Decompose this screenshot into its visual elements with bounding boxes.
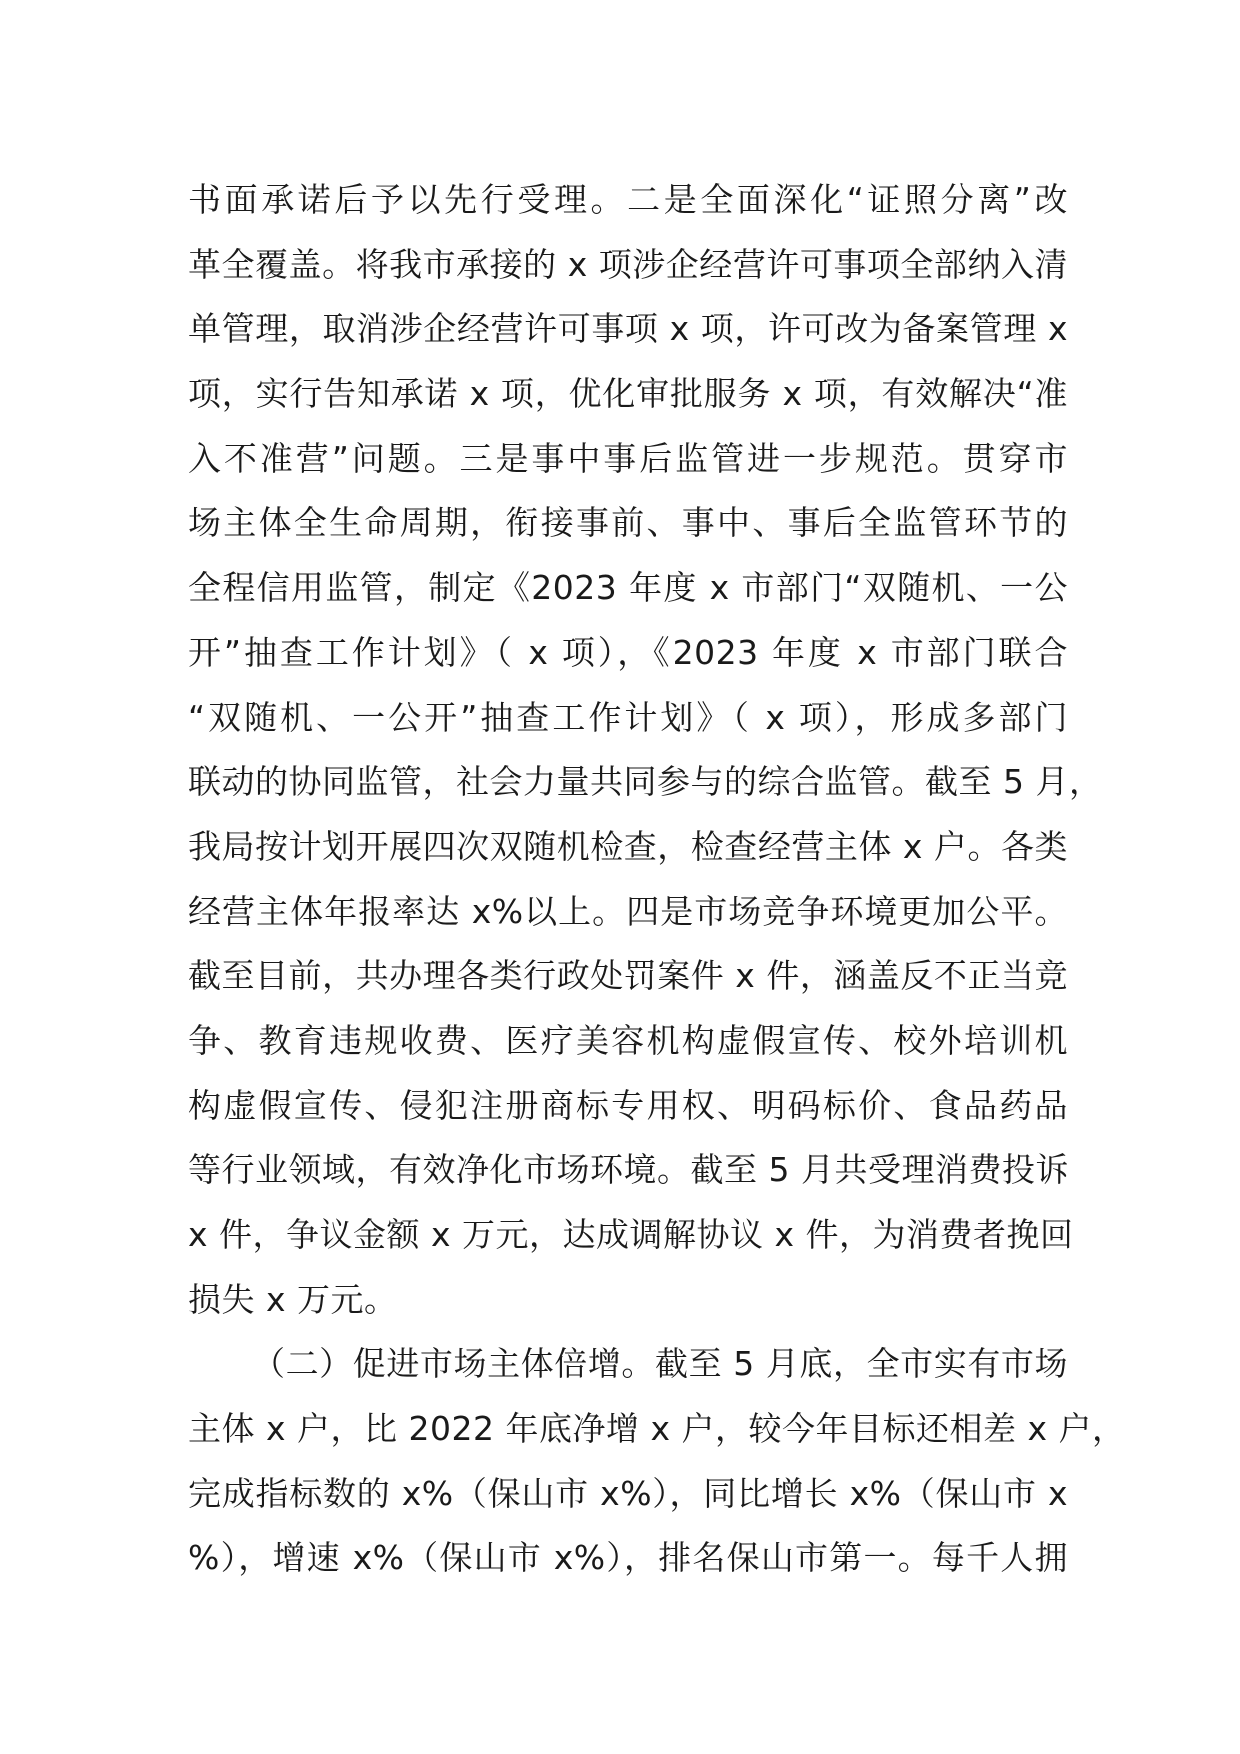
text-line: 联动的协同监管，社会力量共同参与的综合监管。截至 5 月， [188, 762, 1103, 802]
text-line: 项，实行告知承诺 x 项，优化审批服务 x 项，有效解决“准 [188, 374, 1068, 414]
text-line: 入不准营”问题。三是事中事后监管进一步规范。贯穿市 [188, 438, 1068, 478]
text-line: 我局按计划开展四次双随机检查，检查经营主体 x 户。各类 [188, 826, 1068, 866]
text-line: 革全覆盖。将我市承接的 x 项涉企经营许可事项全部纳入清 [188, 244, 1068, 284]
text-line: 主体 x 户，比 2022 年底净增 x 户，较今年目标还相差 x 户， [188, 1409, 1126, 1449]
text-line: 争、教育违规收费、医疗美容机构虚假宣传、校外培训机 [188, 1020, 1068, 1060]
text-line: x 件，争议金额 x 万元，达成调解协议 x 件，为消费者挽回 [188, 1215, 1074, 1254]
text-line: 截至目前，共办理各类行政处罚案件 x 件，涵盖反不正当竞 [188, 956, 1068, 996]
text-line: 全程信用监管，制定《2023 年度 x 市部门“双随机、一公 [188, 568, 1068, 608]
text-line: 单管理，取消涉企经营许可事项 x 项，许可改为备案管理 x [188, 309, 1068, 349]
text-line: 等行业领域，有效净化市场环境。截至 5 月共受理消费投诉 [188, 1150, 1069, 1190]
text-line: 场主体全生命周期，衔接事前、事中、事后全监管环节的 [188, 503, 1068, 543]
section-heading-line: （二）促进市场主体倍增。截至 5 月底，全市实有市场 [252, 1344, 1068, 1384]
text-line: “双随机、一公开”抽查工作计划》（ x 项），形成多部门 [188, 697, 1068, 737]
text-line: 书面承诺后予以先行受理。二是全面深化“证照分离”改 [188, 180, 1068, 219]
text-line: 完成指标数的 x%（保山市 x%），同比增长 x%（保山市 x [188, 1473, 1068, 1513]
text-line: 构虚假宣传、侵犯注册商标专用权、明码标价、食品药品 [188, 1085, 1068, 1125]
body-text [188, 168, 1126, 1591]
text-line: 经营主体年报率达 x%以上。四是市场竞争环境更加公平。 [188, 891, 1068, 931]
text-line: %），增速 x%（保山市 x%），排名保山市第一。每千人拥 [188, 1538, 1068, 1578]
text-line: 开”抽查工作计划》（ x 项），《2023 年度 x 市部门联合 [188, 632, 1068, 672]
paragraph-end-line: 损失 x 万元。 [188, 1279, 398, 1319]
